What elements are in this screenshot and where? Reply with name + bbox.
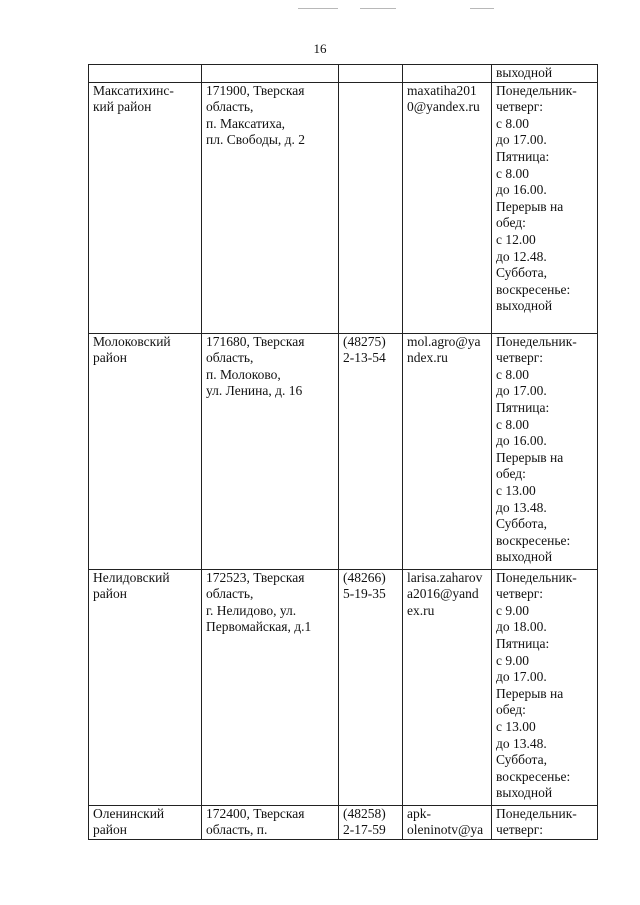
address-line: область, п. — [206, 822, 268, 838]
address-line: 172523, Тверская — [206, 569, 305, 585]
hours-line: Понедельник- — [496, 82, 577, 98]
address-line: ул. Ленина, д. 16 — [206, 383, 303, 399]
phone-cell — [339, 65, 403, 83]
hours-line: с 8.00 — [496, 165, 529, 181]
phone-cell — [339, 805, 403, 839]
address-line: область, — [206, 350, 254, 366]
email-cell — [403, 65, 492, 83]
hours-cell — [492, 65, 598, 83]
hours-line: Пятница: — [496, 399, 550, 415]
hours-cell — [492, 82, 598, 333]
district-cell — [89, 333, 202, 569]
phone-line: 5-19-35 — [343, 586, 386, 602]
hours-line: выходной — [496, 298, 553, 314]
hours-line: Понедельник- — [496, 333, 577, 349]
hours-cell — [492, 569, 598, 805]
email-line: larisa.zaharov — [407, 569, 483, 585]
district-line: Молоковский — [93, 333, 171, 349]
email-cell — [403, 333, 492, 569]
phone-line: 2-17-59 — [343, 822, 386, 838]
table-row — [89, 333, 598, 569]
hours-line: обед: — [496, 215, 526, 231]
address-line: пл. Свободы, д. 2 — [206, 132, 306, 148]
hours-line: до 13.48. — [496, 499, 547, 515]
hours-line: с 8.00 — [496, 366, 529, 382]
hours-line: Перерыв на — [496, 685, 564, 701]
email-line: oleninotv@ya — [407, 822, 484, 838]
hours-cell — [492, 333, 598, 569]
district-line: кий район — [93, 99, 152, 115]
scan-mark — [360, 8, 396, 9]
hours-line: воскресенье: — [496, 768, 571, 784]
hours-line: Перерыв на — [496, 198, 564, 214]
hours-line: до 12.48. — [496, 248, 547, 264]
phone-line: 2-13-54 — [343, 350, 386, 366]
hours-line: Понедельник- — [496, 569, 577, 585]
address-cell — [202, 569, 339, 805]
hours-line: Пятница: — [496, 148, 550, 164]
address-line: Первомайская, д.1 — [206, 619, 312, 635]
table-row — [89, 805, 598, 839]
hours-line: четверг: — [496, 822, 544, 838]
district-cell — [89, 65, 202, 83]
hours-line: воскресенье: — [496, 532, 571, 548]
hours-line: Суббота, — [496, 752, 547, 768]
hours-line: с 8.00 — [496, 115, 529, 131]
hours-line: до 18.00. — [496, 619, 547, 635]
district-cell — [89, 82, 202, 333]
address-cell — [202, 333, 339, 569]
phone-cell — [339, 82, 403, 333]
hours-line: четверг: — [496, 99, 544, 115]
email-line: a2016@yand — [407, 586, 479, 602]
district-cell — [89, 805, 202, 839]
district-line: район — [93, 586, 127, 602]
district-line: район — [93, 822, 127, 838]
hours-line: с 13.00 — [496, 482, 536, 498]
address-cell — [202, 65, 339, 83]
email-line: mol.agro@ya — [407, 333, 481, 349]
district-line: район — [93, 350, 127, 366]
hours-line: Суббота, — [496, 516, 547, 532]
table-row — [89, 569, 598, 805]
district-cell — [89, 569, 202, 805]
email-cell — [403, 82, 492, 333]
hours-line: до 17.00. — [496, 132, 547, 148]
scan-mark — [470, 8, 494, 9]
hours-line: Пятница: — [496, 635, 550, 651]
hours-line: Перерыв на — [496, 449, 564, 465]
address-line: область, — [206, 99, 254, 115]
email-line: maxatiha201 — [407, 82, 477, 98]
phone-cell — [339, 333, 403, 569]
email-cell — [403, 805, 492, 839]
hours-line: до 16.00. — [496, 433, 547, 449]
hours-line: с 9.00 — [496, 652, 529, 668]
email-line: apk- — [407, 805, 431, 821]
hours-line: воскресенье: — [496, 281, 571, 297]
hours-line: до 17.00. — [496, 383, 547, 399]
hours-line: выходной — [496, 65, 553, 80]
address-line: п. Молоково, — [206, 366, 281, 382]
hours-line: четверг: — [496, 586, 544, 602]
hours-line: обед: — [496, 466, 526, 482]
hours-line: с 13.00 — [496, 718, 536, 734]
address-line: 172400, Тверская — [206, 805, 305, 821]
email-line: ex.ru — [407, 602, 435, 618]
hours-line: выходной — [496, 785, 553, 801]
district-line: Максатихинс- — [93, 82, 174, 98]
hours-line: до 13.48. — [496, 735, 547, 751]
address-line: г. Нелидово, ул. — [206, 602, 297, 618]
phone-line: (48275) — [343, 333, 386, 349]
hours-line: до 16.00. — [496, 182, 547, 198]
hours-cell — [492, 805, 598, 839]
address-line: п. Максатиха, — [206, 115, 286, 131]
scan-mark — [298, 8, 338, 9]
hours-line: с 9.00 — [496, 602, 529, 618]
district-line: Нелидовский — [93, 569, 170, 585]
hours-line: с 12.00 — [496, 231, 536, 247]
contacts-table — [88, 64, 598, 840]
table-row — [89, 82, 598, 333]
phone-line: (48266) — [343, 569, 386, 585]
hours-line: с 8.00 — [496, 416, 529, 432]
email-cell — [403, 569, 492, 805]
address-line: 171680, Тверская — [206, 333, 305, 349]
email-line: ndex.ru — [407, 350, 448, 366]
table-row — [89, 65, 598, 83]
address-line: область, — [206, 586, 254, 602]
district-line: Оленинский — [93, 805, 165, 821]
address-line: 171900, Тверская — [206, 82, 305, 98]
hours-line: выходной — [496, 549, 553, 565]
address-cell — [202, 82, 339, 333]
hours-line: Понедельник- — [496, 805, 577, 821]
hours-line: обед: — [496, 702, 526, 718]
hours-line: четверг: — [496, 350, 544, 366]
phone-cell — [339, 569, 403, 805]
hours-line: до 17.00. — [496, 669, 547, 685]
email-line: 0@yandex.ru — [407, 99, 480, 115]
address-cell — [202, 805, 339, 839]
phone-line: (48258) — [343, 805, 386, 821]
hours-line: Суббота, — [496, 265, 547, 281]
page-number: 16 — [313, 41, 327, 56]
